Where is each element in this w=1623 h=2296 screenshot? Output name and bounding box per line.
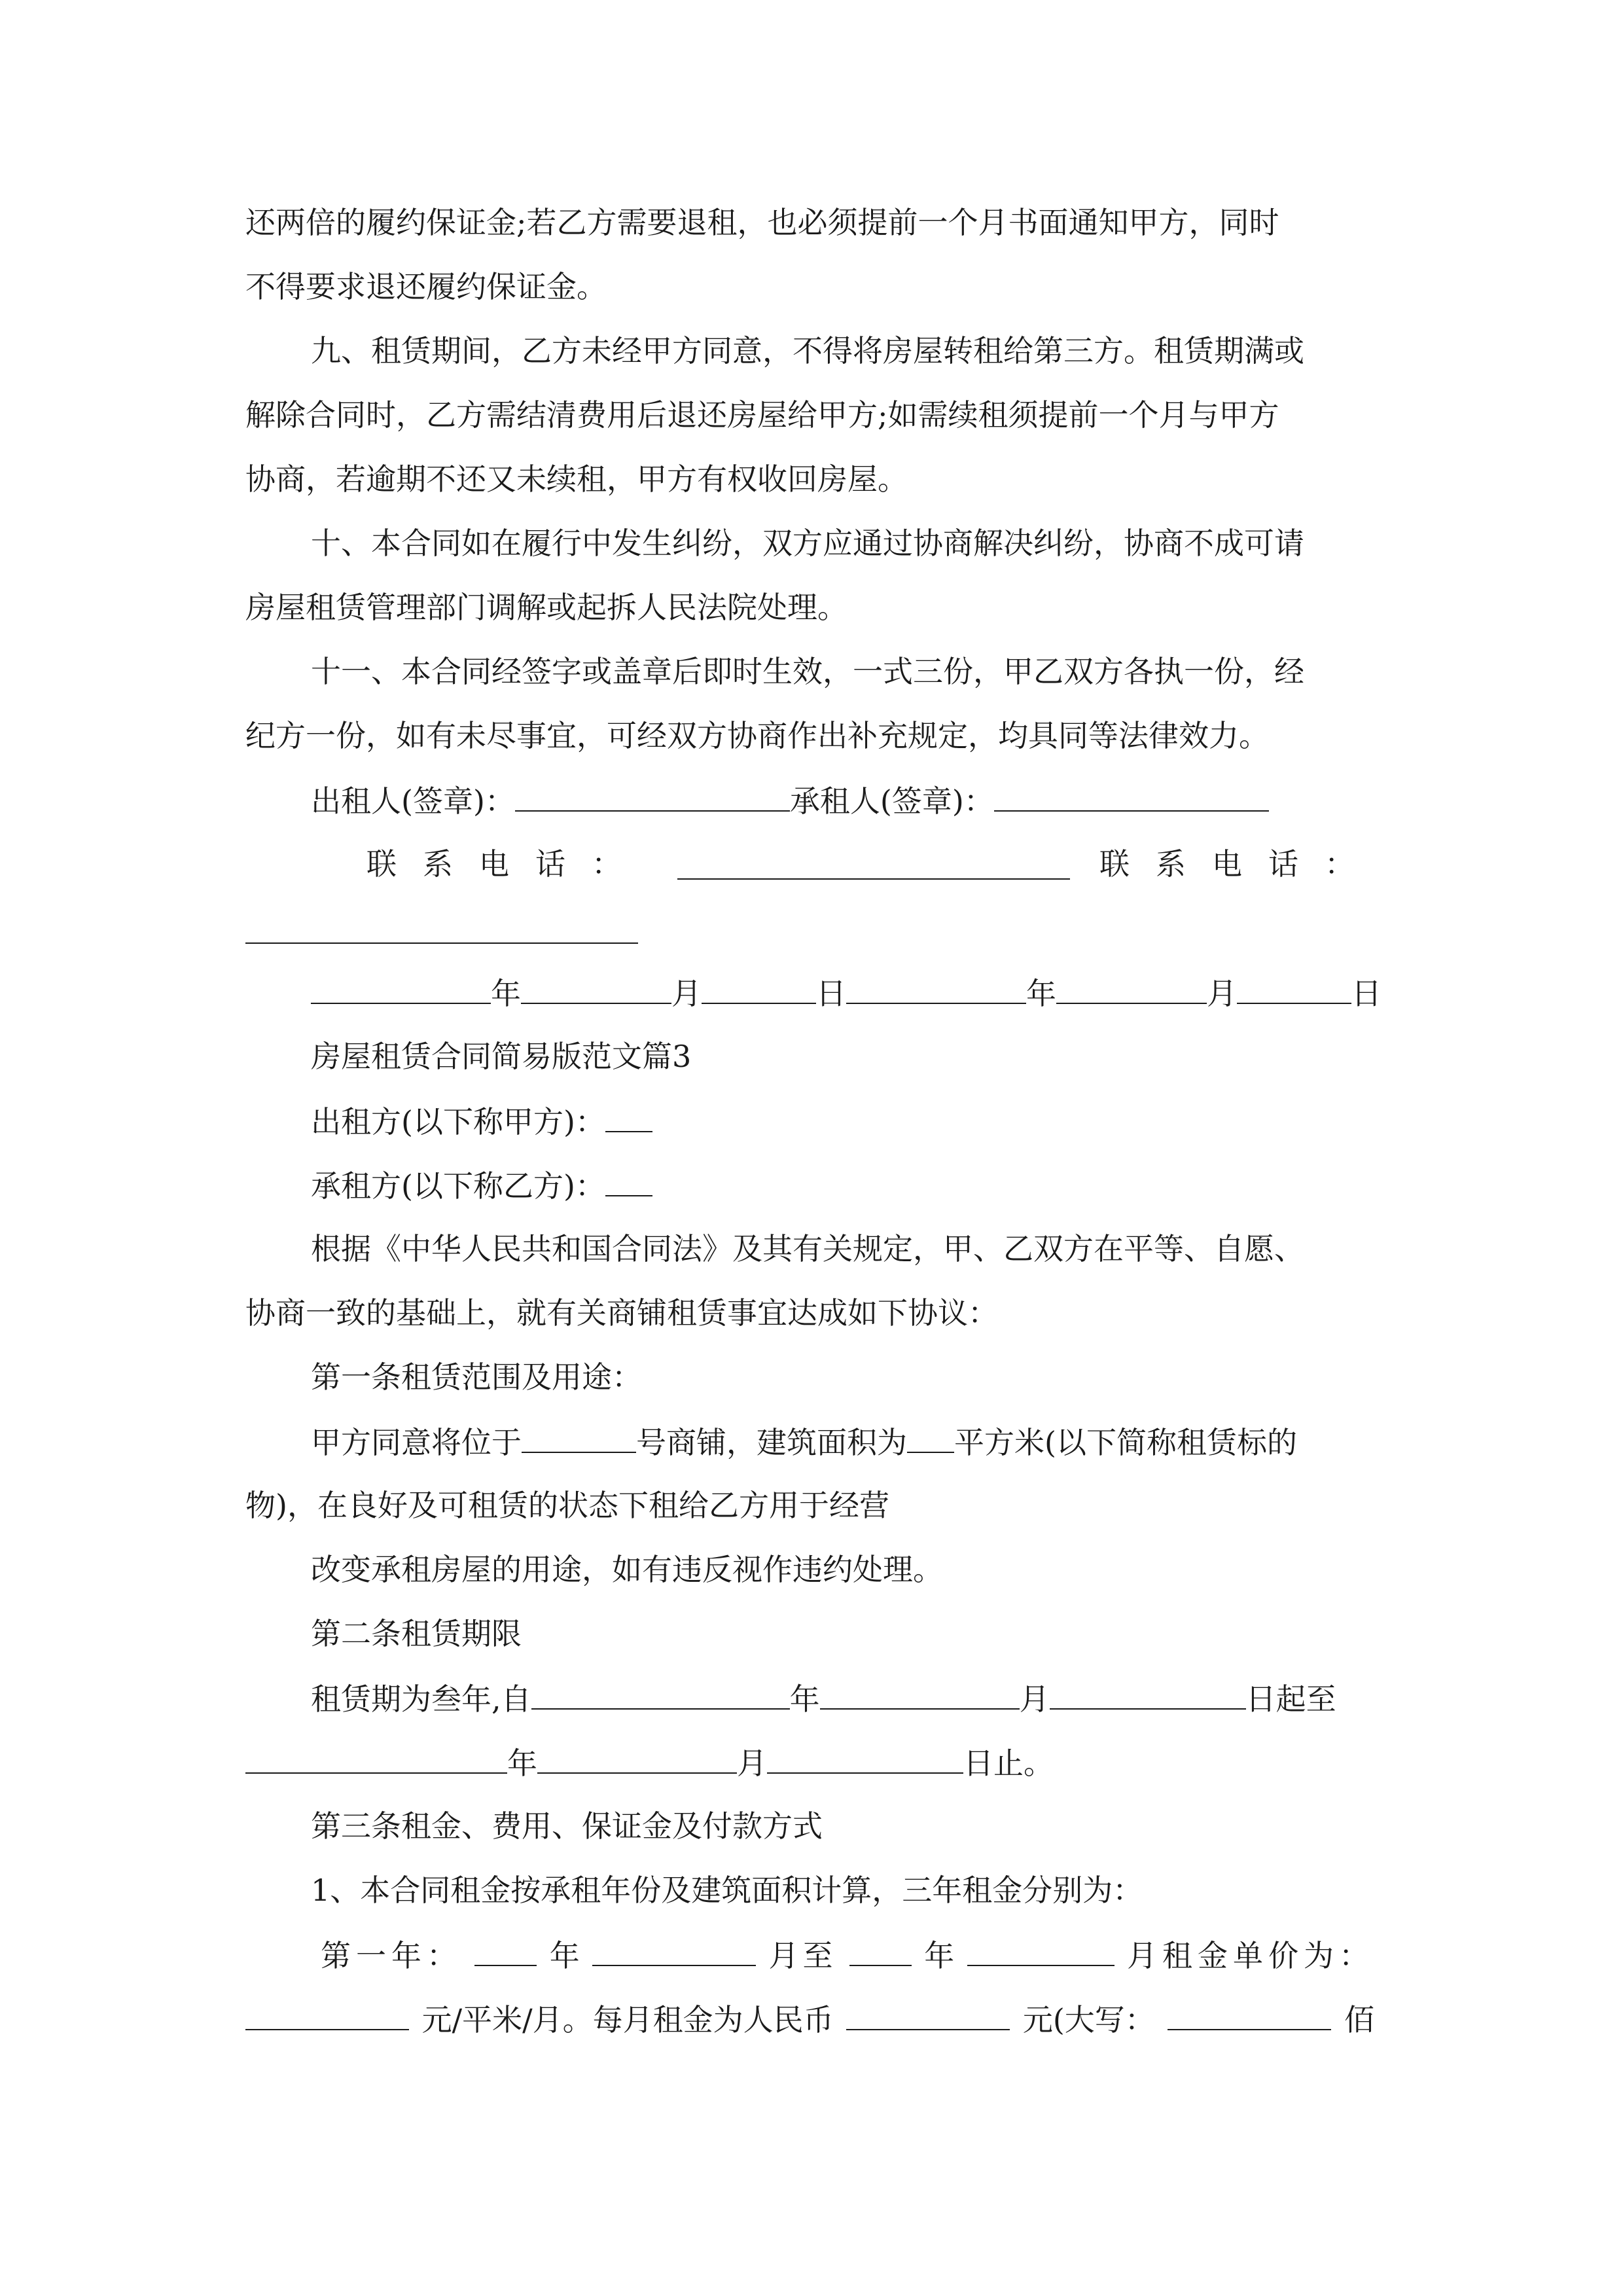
paragraph-line: 房屋租赁管理部门调解或起拆人民法院处理。 [245,590,847,625]
paragraph-line: 第一年： 年 月至 年 月租金单价为： [321,1936,1374,1974]
lessor-signature-label: 出租人(签章)： [311,783,515,819]
date-blank [537,1744,737,1774]
lessee-signature-label: 承租人(签章)： [789,783,994,819]
month-blank [592,1936,756,1966]
phone-label-lessee: 联系电话： [1099,846,1381,882]
paragraph-line: 十一、本合同经签字或盖章后即时生效，一式三份，甲乙双方各执一份，经 [311,654,1304,689]
date-line: 年 月 日 年 月 日 [311,974,1382,1012]
date-blank [521,974,671,1004]
paragraph-line: 九、租赁期间，乙方未经甲方同意，不得将房屋转租给第三方。租赁期满或 [311,333,1304,368]
signature-line [311,781,1269,819]
party-a-line: 出租方(以下称甲方)： [311,1102,652,1140]
year-blank [849,1936,912,1966]
date-blank [1050,1679,1246,1710]
amount-in-words-blank [1168,2000,1331,2030]
paragraph-line: 租赁期为叁年,自 年 月 日起至 [311,1679,1336,1717]
phone-blank-lessor [677,878,1070,880]
month-blank [967,1936,1115,1966]
date-blank [820,1679,1020,1710]
rent-blank [846,2000,1010,2030]
lessor-signature-blank [515,781,790,812]
paragraph-line: 还两倍的履约保证金;若乙方需要退租，也必须提前一个月书面通知甲方，同时 [245,205,1279,240]
area-blank [907,1423,954,1453]
phone-label-lessor: 联系电话： [366,846,648,882]
paragraph-line: 改变承租房屋的用途，如有违反视作违约处理。 [311,1552,943,1587]
phone-blank-lessee [245,942,638,944]
party-a-blank [605,1102,652,1132]
shop-number-blank [522,1423,636,1453]
paragraph-line: 十、本合同如在履行中发生纠纷，双方应通过协商解决纠纷，协商不成可请 [311,526,1304,561]
article-title: 第一条租赁范围及用途： [311,1359,642,1395]
date-blank [311,974,491,1004]
price-blank [245,2000,409,2030]
paragraph-line: 元/平米/月。每月租金为人民币 元(大写： 佰 [245,2000,1374,2038]
party-b-blank [605,1166,652,1196]
section-title: 房屋租赁合同简易版范文篇3 [311,1039,692,1074]
article-title: 第二条租赁期限 [311,1616,522,1651]
paragraph-line: 年 月 日止。 [245,1744,1054,1782]
paragraph-line: 1、本合同租金按承租年份及建筑面积计算，三年租金分别为： [311,1873,1143,1908]
paragraph-line: 不得要求退还履约保证金。 [245,269,607,304]
paragraph-line: 纪方一份，如有未尽事宜，可经双方协商作出补充规定，均具同等法律效力。 [245,718,1269,753]
paragraph-line: 协商一致的基础上，就有关商铺租赁事宜达成如下协议： [245,1295,998,1331]
party-b-line: 承租方(以下称乙方)： [311,1166,652,1204]
date-blank [767,1744,963,1774]
year-blank [474,1936,537,1966]
date-blank [702,974,816,1004]
paragraph-line: 物)，在良好及可租赁的状态下租给乙方用于经营 [245,1488,889,1523]
date-blank [846,974,1026,1004]
paragraph-line: 甲方同意将位于 号商铺，建筑面积为 平方米(以下简称租赁标的 [311,1423,1297,1461]
paragraph-line: 根据《中华人民共和国合同法》及其有关规定，甲、乙双方在平等、自愿、 [311,1231,1304,1266]
date-blank [245,1744,507,1774]
date-blank [531,1679,790,1710]
date-blank [1056,974,1207,1004]
date-blank [1237,974,1351,1004]
lessee-signature-blank [994,781,1269,812]
article-title: 第三条租金、费用、保证金及付款方式 [311,1808,823,1844]
paragraph-line: 解除合同时，乙方需结清费用后退还房屋给甲方;如需续租须提前一个月与甲方 [245,397,1279,433]
paragraph-line: 协商，若逾期不还又未续租，甲方有权收回房屋。 [245,461,908,497]
